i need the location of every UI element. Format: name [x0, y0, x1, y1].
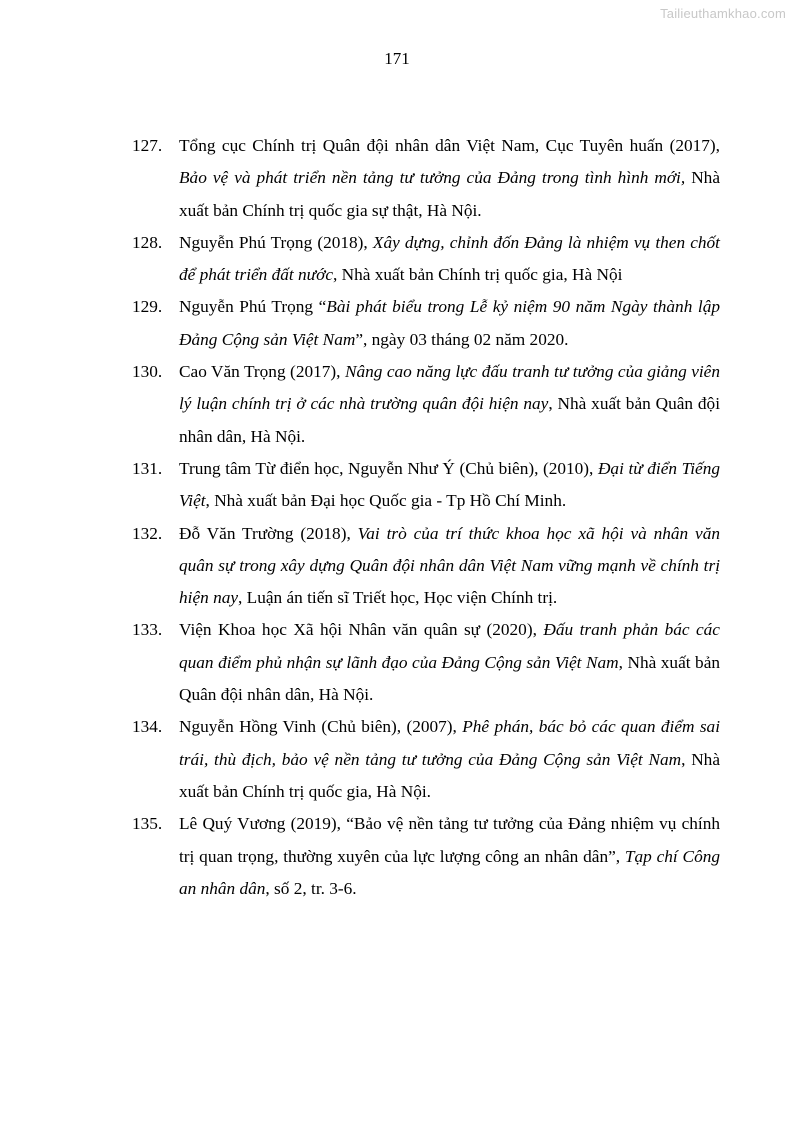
reference-text: Trung tâm Từ điển học, Nguyễn Như Ý (Chủ biên), (2010), Đại từ điển Tiếng Việt, Nhà xuất bản Đại học Quốc gia - Tp Hồ Chí Minh.	[179, 458, 720, 511]
reference-title: Xây dựng, chỉnh đốn Đảng là nhiệm vụ then chốt để phát triển đất nước	[179, 232, 720, 285]
reference-text: Viện Khoa học Xã hội Nhân văn quân sự (2020), Đấu tranh phản bác các quan điểm phủ nhận sự lãnh đạo của Đảng Cộng sản Việt Nam, Nhà xuất bản Quân đội nhân dân, Hà Nội.	[179, 620, 721, 705]
reference-item	[132, 291, 720, 356]
reference-item	[132, 227, 720, 292]
reference-item	[132, 356, 720, 453]
reference-title: Bảo vệ và phát triển nền tảng tư tưởng của Đảng trong tình hình mới,	[179, 168, 686, 188]
reference-text: Đỗ Văn Trường (2018), Vai trò của trí thức khoa học xã hội và nhân văn quân sự trong xây dựng Quân đội nhân dân Việt Nam vững mạnh về chính trị hiện nay, Luận án tiến sĩ Triết học, Học viện Chính trị.	[179, 523, 720, 608]
reference-title: Vai trò của trí thức khoa học xã hội và nhân văn quân sự trong xây dựng Quân đội nhân dân Việt Nam vững mạnh về chính trị hiện nay	[179, 523, 720, 608]
reference-item	[132, 711, 720, 808]
reference-number: 134.	[132, 717, 163, 737]
reference-title: Bài phát biểu trong Lễ kỷ niệm 90 năm Ngày thành lập Đảng Cộng sản Việt Nam	[179, 297, 720, 349]
reference-number: 130.	[132, 362, 163, 382]
reference-list	[132, 130, 720, 905]
reference-item	[132, 130, 720, 227]
reference-item	[132, 453, 720, 518]
page-number: 171	[384, 49, 410, 68]
reference-number: 128.	[132, 232, 163, 252]
reference-text: Cao Văn Trọng (2017), Nâng cao năng lực đấu tranh tư tưởng của giảng viên lý luận chính trị ở các nhà trường quân đội hiện nay, Nhà xuất bản Quân đội nhân dân, Hà Nội.	[179, 362, 720, 446]
reference-title: Nâng cao năng lực đấu tranh tư tưởng của giảng viên lý luận chính trị ở các nhà trường quân đội hiện nay	[179, 362, 720, 414]
reference-item	[132, 808, 720, 905]
reference-title: Phê phán, bác bỏ các quan điểm sai trái, thù địch, bảo vệ nền tảng tư tưởng của Đảng Cộng sản Việt Nam	[179, 717, 720, 769]
reference-text: Nguyễn Phú Trọng “Bài phát biểu trong Lễ kỷ niệm 90 năm Ngày thành lập Đảng Cộng sản Việt Nam”, ngày 03 tháng 02 năm 2020.	[179, 297, 720, 349]
reference-item	[132, 518, 720, 615]
reference-title: Đại từ điển Tiếng Việt	[179, 458, 720, 511]
reference-number: 131.	[132, 458, 163, 478]
reference-number: 127.	[132, 136, 163, 155]
reference-number: 135.	[132, 814, 163, 834]
reference-text: Tổng cục Chính trị Quân đội nhân dân Việt Nam, Cục Tuyên huấn (2017), Bảo vệ và phát triển nền tảng tư tưởng của Đảng trong tình hình mới, Nhà xuất bản Chính trị quốc gia sự thật, Hà Nội.	[179, 136, 720, 220]
reference-title: Tạp chí Công an nhân dân	[179, 846, 720, 898]
reference-title: Đấu tranh phản bác các quan điểm phủ nhận sự lãnh đạo của Đảng Cộng sản Việt Nam	[179, 620, 720, 672]
reference-text: Nguyễn Phú Trọng (2018), Xây dựng, chỉnh đốn Đảng là nhiệm vụ then chốt để phát triển đất nước, Nhà xuất bản Chính trị quốc gia, Hà Nội	[179, 232, 720, 285]
reference-number: 132.	[132, 523, 163, 543]
reference-text: Nguyễn Hồng Vinh (Chủ biên), (2007), Phê phán, bác bỏ các quan điểm sai trái, thù địch, bảo vệ nền tảng tư tưởng của Đảng Cộng sản Việt Nam, Nhà xuất bản Chính trị quốc gia, Hà Nội.	[179, 717, 720, 801]
reference-number: 129.	[132, 297, 163, 317]
reference-text: Lê Quý Vương (2019), “Bảo vệ nền tảng tư tưởng của Đảng nhiệm vụ chính trị quan trọng, thường xuyên của lực lượng công an nhân dân”, Tạp chí Công an nhân dân, số 2, tr. 3-6.	[179, 814, 720, 898]
reference-number: 133.	[132, 620, 163, 640]
watermark: Tailieuthamkhao.com	[660, 6, 786, 21]
reference-item	[132, 614, 720, 711]
